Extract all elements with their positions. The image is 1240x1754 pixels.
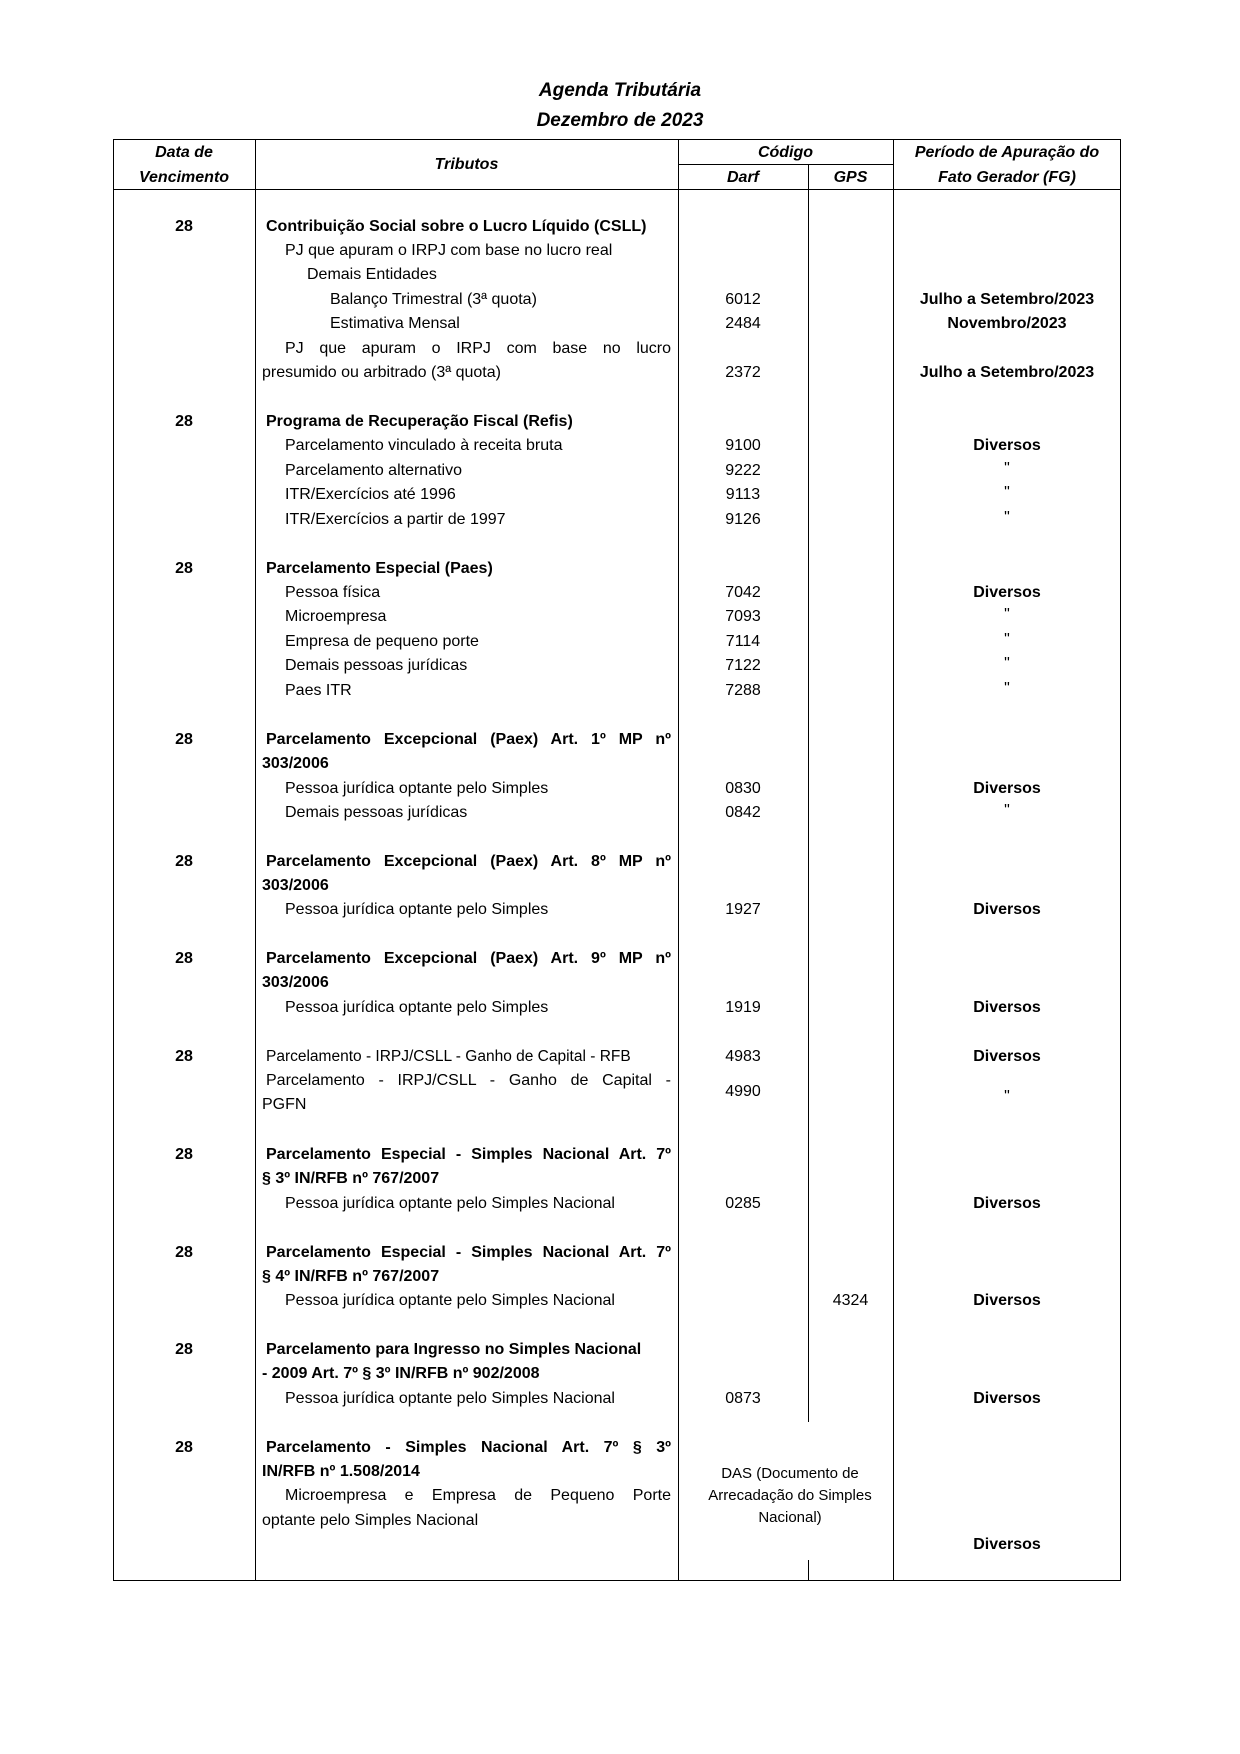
tributo-heading: Parcelamento Especial - Simples Nacional Art. 7º	[266, 1244, 671, 1261]
ditto-mark: "	[1004, 484, 1010, 501]
tributo-line: Parcelamento - IRPJ/CSLL - Ganho de Capital - RFB	[266, 1048, 631, 1065]
periodo: Diversos	[973, 1390, 1041, 1407]
tributo-line: ITR/Exercícios até 1996	[285, 486, 456, 503]
tributo-line: PJ que apuram o IRPJ com base no lucro real	[285, 242, 613, 259]
darf-code: 7093	[725, 608, 761, 625]
tributo-line: Paes ITR	[285, 682, 352, 699]
due-date: 28	[175, 731, 193, 748]
due-date: 28	[175, 1439, 193, 1456]
darf-code: 7288	[725, 682, 761, 699]
ditto-mark: "	[1004, 509, 1010, 526]
periodo: Diversos	[973, 1536, 1041, 1553]
due-date: 28	[175, 1146, 193, 1163]
periodo: Diversos	[973, 999, 1041, 1016]
ditto-mark: "	[1004, 606, 1010, 623]
darf-code: 9126	[725, 511, 761, 528]
periodo: Diversos	[973, 1292, 1041, 1309]
tributo-heading: § 3º IN/RFB nº 767/2007	[262, 1170, 440, 1187]
due-date: 28	[175, 853, 193, 870]
tributo-heading: Programa de Recuperação Fiscal (Refis)	[266, 413, 573, 430]
tributo-heading: Parcelamento para Ingresso no Simples Nacional	[266, 1341, 642, 1358]
tributo-line: Pessoa jurídica optante pelo Simples	[285, 901, 549, 918]
periodo: Diversos	[973, 584, 1041, 601]
page-title: Agenda Tributária	[538, 80, 702, 101]
ditto-mark: "	[1004, 680, 1010, 697]
periodo: Julho a Setembro/2023	[919, 291, 1095, 308]
ditto-mark: "	[1004, 631, 1010, 648]
periodo: Diversos	[973, 1195, 1041, 1212]
gps-code: 4324	[832, 1292, 869, 1309]
due-date: 28	[175, 560, 193, 577]
tributo-heading: Parcelamento - Simples Nacional Art. 7º § 3º	[266, 1439, 671, 1456]
darf-code: 2484	[725, 315, 761, 332]
tributo-heading: Parcelamento Excepcional (Paex) Art. 9º MP nº	[266, 950, 671, 967]
darf-code: 7122	[725, 657, 761, 674]
tributo-heading: Parcelamento Especial (Paes)	[266, 560, 493, 577]
tributo-line: ITR/Exercícios a partir de 1997	[285, 511, 506, 528]
tributo-heading: 303/2006	[262, 755, 329, 772]
periodo: Novembro/2023	[947, 315, 1067, 332]
due-date: 28	[175, 413, 193, 430]
tributo-heading: Parcelamento Excepcional (Paex) Art. 1º MP nº	[266, 731, 671, 748]
darf-code: 0285	[725, 1195, 761, 1212]
tributo-line: Pessoa jurídica optante pelo Simples Nacional	[285, 1195, 615, 1212]
darf-code: 9222	[725, 462, 761, 479]
page-subtitle: Dezembro de 2023	[536, 110, 704, 131]
due-date: 28	[175, 950, 193, 967]
darf-code: 9113	[725, 486, 761, 503]
periodo: Diversos	[973, 1048, 1041, 1065]
tributo-heading: 303/2006	[262, 877, 329, 894]
header-darf: Darf	[726, 169, 759, 186]
darf-code: 6012	[725, 291, 761, 308]
tributo-line: Pessoa jurídica optante pelo Simples Nacional	[285, 1390, 615, 1407]
header-data-line1: Data de	[155, 144, 213, 161]
tributo-line: Balanço Trimestral (3ª quota)	[330, 291, 537, 308]
darf-code: 7114	[725, 633, 761, 650]
ditto-mark: "	[1004, 460, 1010, 477]
due-date: 28	[175, 1341, 193, 1358]
tributo-line: PGFN	[262, 1096, 307, 1113]
tributo-heading: - 2009 Art. 7º § 3º IN/RFB nº 902/2008	[262, 1365, 540, 1382]
tributo-line: Pessoa jurídica optante pelo Simples Nacional	[285, 1292, 615, 1309]
ditto-mark: "	[1004, 802, 1010, 819]
header-tributos: Tributos	[434, 156, 499, 173]
tributo-line: PJ que apuram o IRPJ com base no lucro	[285, 340, 671, 357]
tributo-line: Microempresa	[285, 608, 387, 625]
periodo: Julho a Setembro/2023	[919, 364, 1095, 381]
header-gps: GPS	[833, 169, 868, 186]
header-periodo-line1: Período de Apuração do	[914, 144, 1100, 161]
darf-code: 0873	[725, 1390, 761, 1407]
tributo-line: Parcelamento - IRPJ/CSLL - Ganho de Capital -	[266, 1072, 671, 1089]
tributo-line: Pessoa jurídica optante pelo Simples	[285, 780, 549, 797]
tributo-line: Parcelamento alternativo	[285, 462, 462, 479]
header-periodo-line2: Fato Gerador (FG)	[938, 169, 1076, 186]
ditto-mark: "	[1004, 1088, 1010, 1105]
darf-code: 1919	[725, 999, 761, 1016]
tributo-heading: IN/RFB nº 1.508/2014	[262, 1463, 420, 1480]
due-date: 28	[175, 1048, 193, 1065]
darf-code: 2372	[725, 364, 761, 381]
darf-code: 4983	[725, 1048, 761, 1065]
tributo-heading: Contribuição Social sobre o Lucro Líquido (CSLL)	[266, 218, 647, 235]
tributo-line: Microempresa e Empresa de Pequeno Porte	[285, 1487, 671, 1504]
tributo-line: optante pelo Simples Nacional	[262, 1512, 479, 1529]
tributo-heading: 303/2006	[262, 974, 329, 991]
tributo-line: Demais Entidades	[307, 266, 437, 283]
tributo-line: Pessoa jurídica optante pelo Simples	[285, 999, 549, 1016]
periodo: Diversos	[973, 437, 1041, 454]
darf-code: 9100	[725, 437, 761, 454]
header-data-line2: Vencimento	[138, 169, 230, 186]
tributo-heading: Parcelamento Especial - Simples Nacional Art. 7º	[266, 1146, 671, 1163]
tributo-heading: § 4º IN/RFB nº 767/2007	[262, 1268, 440, 1285]
periodo: Diversos	[973, 780, 1041, 797]
tributo-line: Demais pessoas jurídicas	[285, 804, 468, 821]
tributo-line: presumido ou arbitrado (3ª quota)	[262, 364, 501, 381]
tributo-line: Demais pessoas jurídicas	[285, 657, 468, 674]
periodo: Diversos	[973, 901, 1041, 918]
ditto-mark: "	[1004, 655, 1010, 672]
darf-code: 0842	[725, 804, 761, 821]
darf-code: 0830	[725, 780, 761, 797]
darf-code: 7042	[725, 584, 761, 601]
tributo-line: Pessoa física	[285, 584, 381, 601]
due-date: 28	[175, 1244, 193, 1261]
tributo-line: Estimativa Mensal	[330, 315, 460, 332]
due-date: 28	[175, 218, 193, 235]
tributo-line: Parcelamento vinculado à receita bruta	[285, 437, 563, 454]
tributo-heading: Parcelamento Excepcional (Paex) Art. 8º MP nº	[266, 853, 671, 870]
darf-code: 4990	[725, 1083, 761, 1100]
darf-code: 1927	[725, 901, 761, 918]
tributo-line: Empresa de pequeno porte	[285, 633, 479, 650]
header-codigo: Código	[757, 144, 814, 161]
das-note: DAS (Documento de Arrecadação do Simples Nacional)	[708, 1465, 872, 1526]
